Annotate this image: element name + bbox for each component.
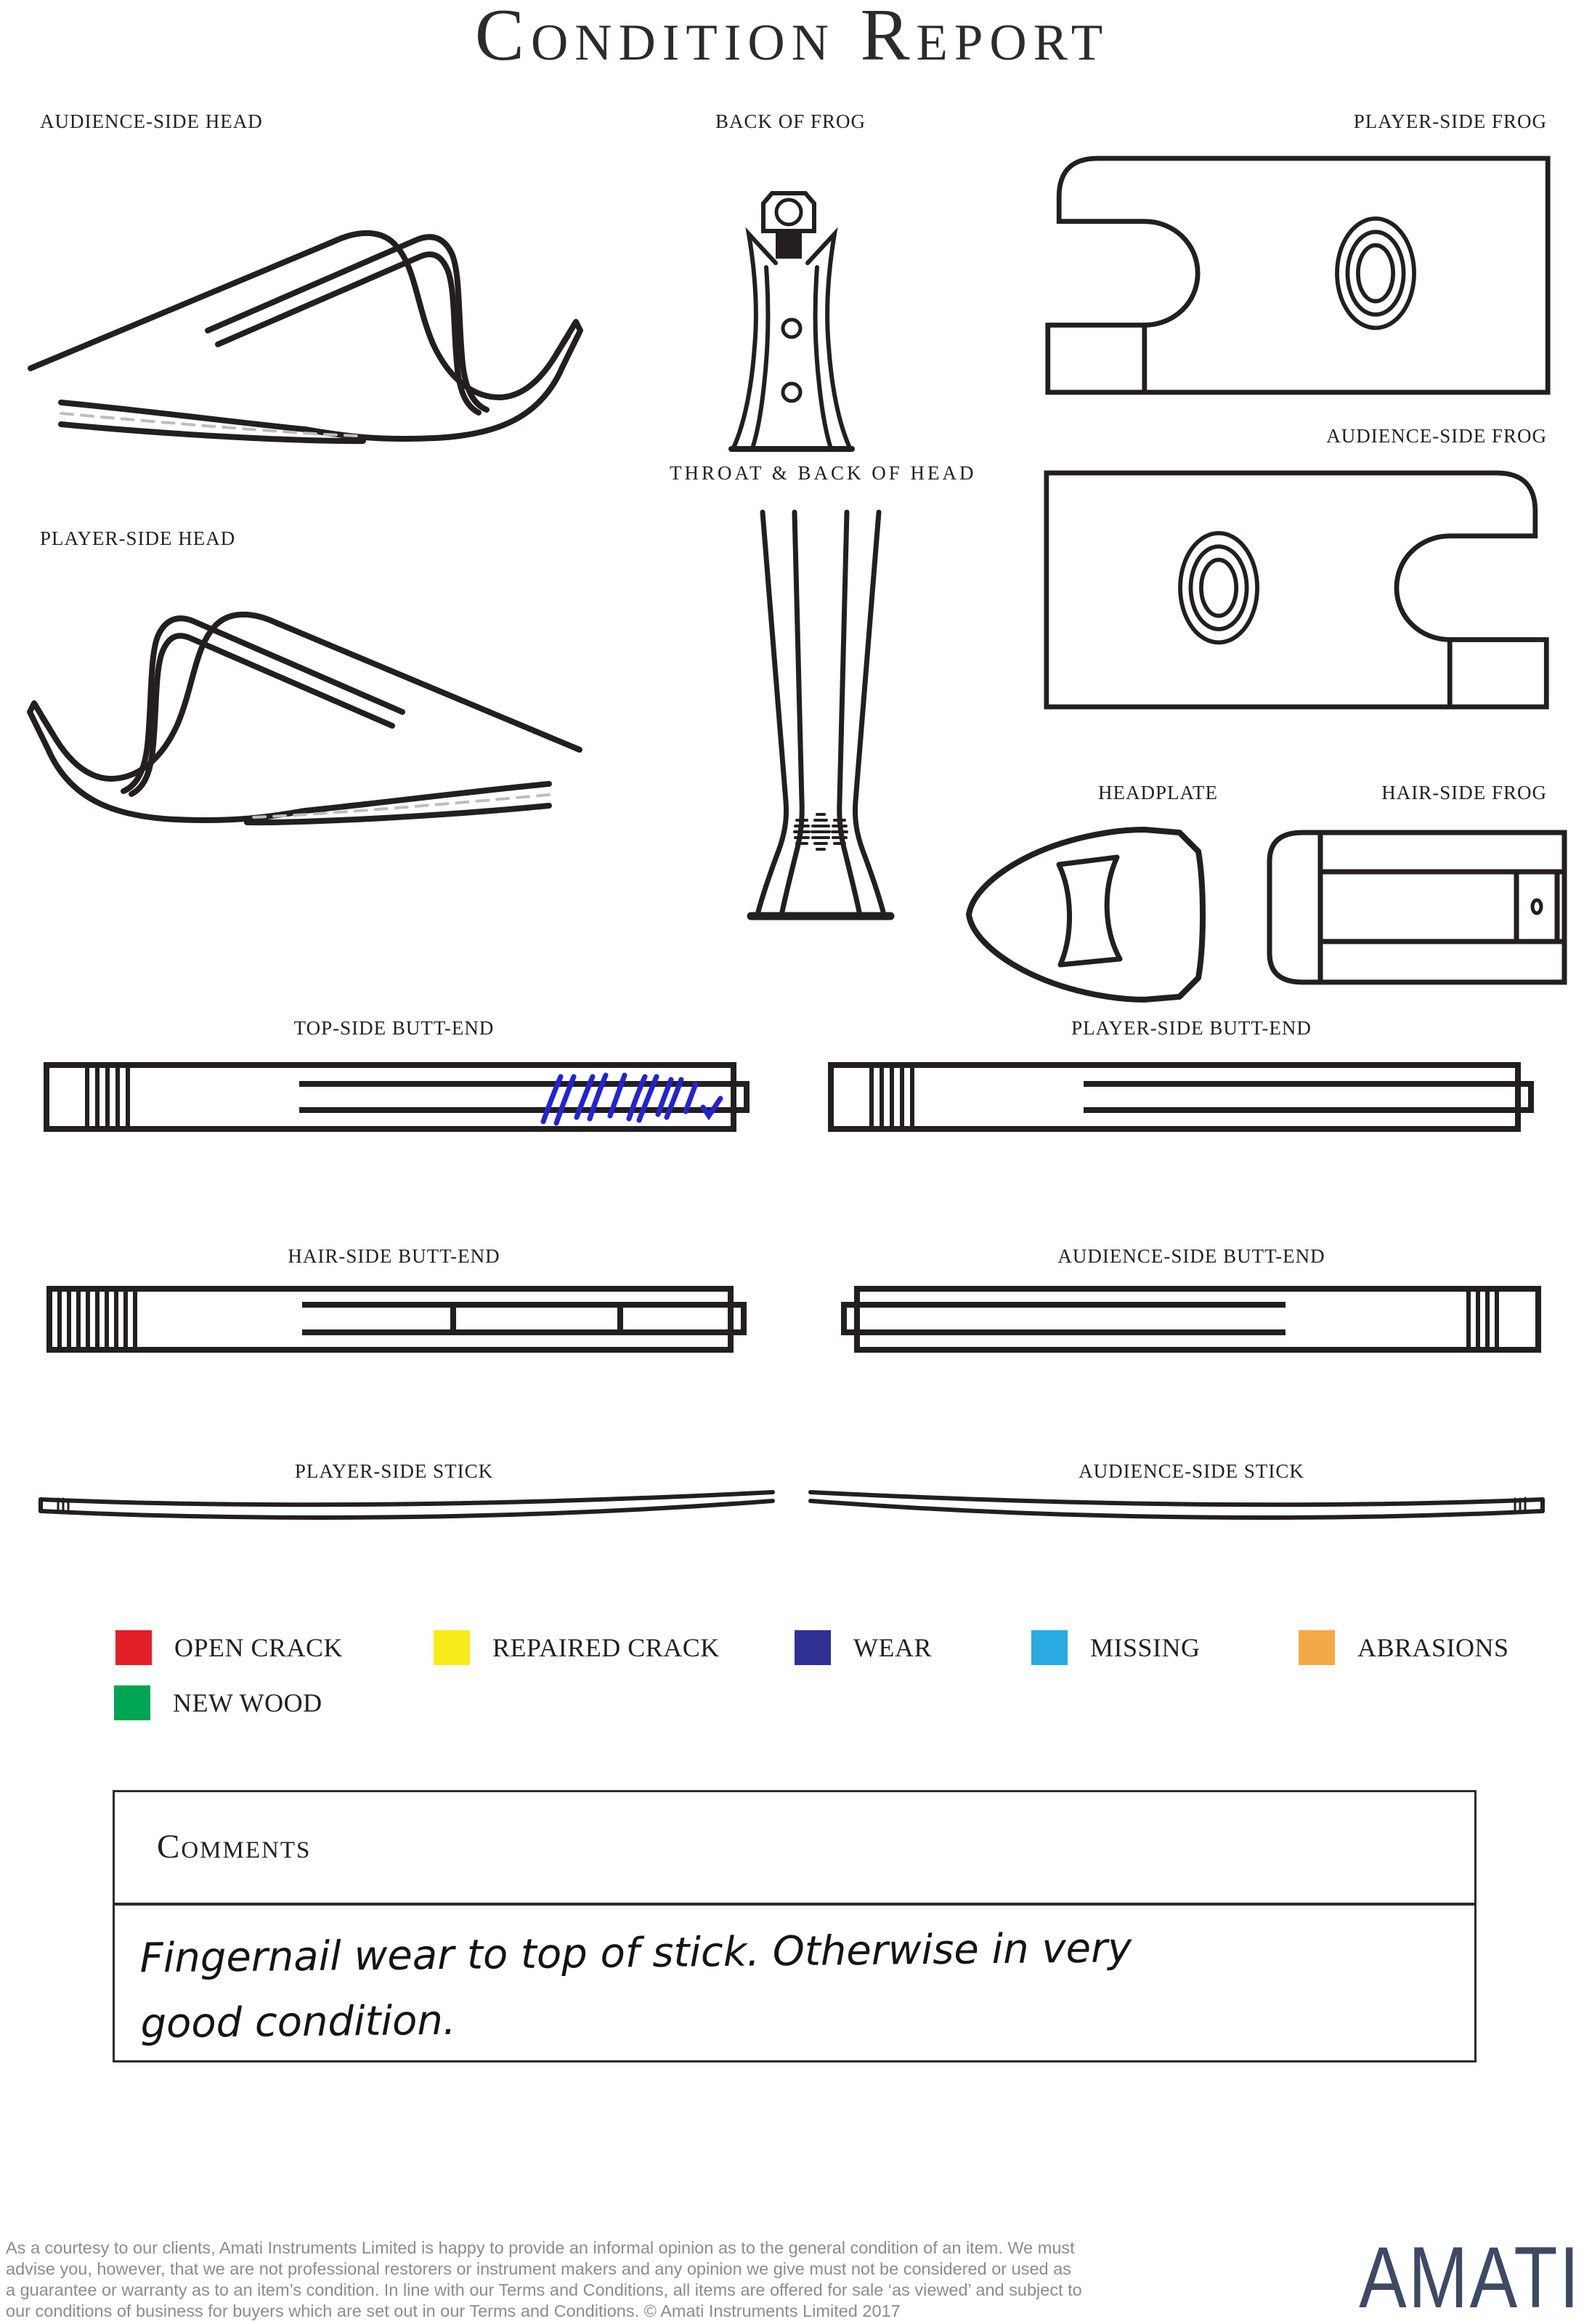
legend-label: ABRASIONS: [1357, 1633, 1509, 1662]
wear-swatch: [795, 1630, 831, 1665]
open-crack-swatch: [115, 1630, 152, 1665]
audience-side-frog-drawing: [1044, 469, 1552, 712]
audience-side-head-drawing: [22, 149, 588, 450]
label-player-side-head: PLAYER-SIDE HEAD: [40, 527, 236, 549]
label-audience-side-stick: AUDIENCE-SIDE STICK: [1079, 1460, 1304, 1482]
handwritten-comment-line2: good condition.: [140, 1996, 456, 2048]
handwritten-comment: [139, 1913, 1448, 2057]
legend-label: MISSING: [1090, 1633, 1201, 1662]
top-side-butt-end-drawing: [44, 1062, 759, 1132]
label-player-side-stick: PLAYER-SIDE STICK: [294, 1460, 494, 1482]
label-back-of-frog: BACK OF FROG: [715, 110, 866, 132]
audience-side-butt-end-drawing: [840, 1286, 1555, 1353]
label-audience-side-head: AUDIENCE-SIDE HEAD: [40, 110, 263, 132]
disclaimer-text: [6, 2238, 1168, 2322]
missing-swatch: [1031, 1630, 1068, 1665]
legend-item-open-crack: [115, 1630, 343, 1665]
disclaimer-line2: advise you, however, that we are not professional restorers or instrument makers and any opinion we give must not be considered or used as: [6, 2259, 1071, 2278]
legend-label: REPAIRED CRACK: [492, 1633, 720, 1662]
legend-item-repaired-crack: [434, 1630, 720, 1665]
label-throat-back-of-head: THROAT & BACK OF HEAD: [670, 462, 977, 484]
player-side-frog-drawing: [1044, 154, 1552, 397]
amati-logo: AMATI: [1359, 2229, 1581, 2324]
comments-heading: Comments: [157, 1828, 312, 1866]
legend-label: NEW WOOD: [173, 1688, 322, 1717]
label-hair-side-frog: HAIR-SIDE FROG: [1381, 782, 1547, 803]
comments-box: [113, 1790, 1477, 2062]
label-top-side-butt-end: TOP-SIDE BUTT-END: [293, 1017, 495, 1039]
legend-item-new-wood: [114, 1685, 322, 1720]
disclaimer-line3: a guarantee or warranty as to an item’s condition. In line with our Terms and Conditions, all items are offered for sale ‘as viewed’ and subject to: [6, 2280, 1082, 2299]
legend-item-missing: [1031, 1630, 1201, 1665]
hair-side-butt-end-drawing: [46, 1286, 755, 1353]
headplate-drawing: [966, 819, 1220, 1010]
audience-side-stick-drawing: [806, 1488, 1547, 1529]
hair-side-frog-drawing: [1258, 830, 1570, 986]
abrasions-swatch: [1299, 1630, 1335, 1665]
player-side-head-drawing: [22, 530, 588, 832]
comments-separator: [113, 1903, 1477, 1906]
label-player-side-butt-end: PLAYER-SIDE BUTT-END: [1071, 1017, 1312, 1039]
legend-item-wear: [795, 1630, 932, 1665]
legend-item-abrasions: [1299, 1630, 1509, 1665]
label-headplate: HEADPLATE: [1098, 782, 1218, 803]
page-title: Condition Report: [474, 0, 1110, 76]
repaired-crack-swatch: [434, 1630, 470, 1665]
legend-label: OPEN CRACK: [174, 1633, 344, 1662]
player-side-stick-drawing: [36, 1488, 777, 1529]
handwritten-comment-line1: Fingernail wear to top of stick. Otherwise in very: [139, 1924, 1132, 1983]
player-side-butt-end-drawing: [828, 1062, 1543, 1132]
label-audience-side-butt-end: AUDIENCE-SIDE BUTT-END: [1057, 1245, 1325, 1267]
label-player-side-frog: PLAYER-SIDE FROG: [1353, 110, 1547, 132]
legend-label: WEAR: [853, 1633, 932, 1662]
label-hair-side-butt-end: HAIR-SIDE BUTT-END: [288, 1245, 500, 1267]
new-wood-swatch: [114, 1685, 150, 1720]
disclaimer-line1: As a courtesy to our clients, Amati Instruments Limited is happy to provide an informal opinion as to the general condition of an item. We must: [6, 2238, 1075, 2257]
disclaimer-line4: our conditions of business for buyers which are set out in our Terms and Conditions. © Amati Instruments Limited 2017: [6, 2301, 901, 2320]
label-audience-side-frog: AUDIENCE-SIDE FROG: [1326, 425, 1547, 447]
back-of-frog-drawing: [715, 190, 868, 456]
throat-back-of-head-drawing: [741, 512, 901, 930]
